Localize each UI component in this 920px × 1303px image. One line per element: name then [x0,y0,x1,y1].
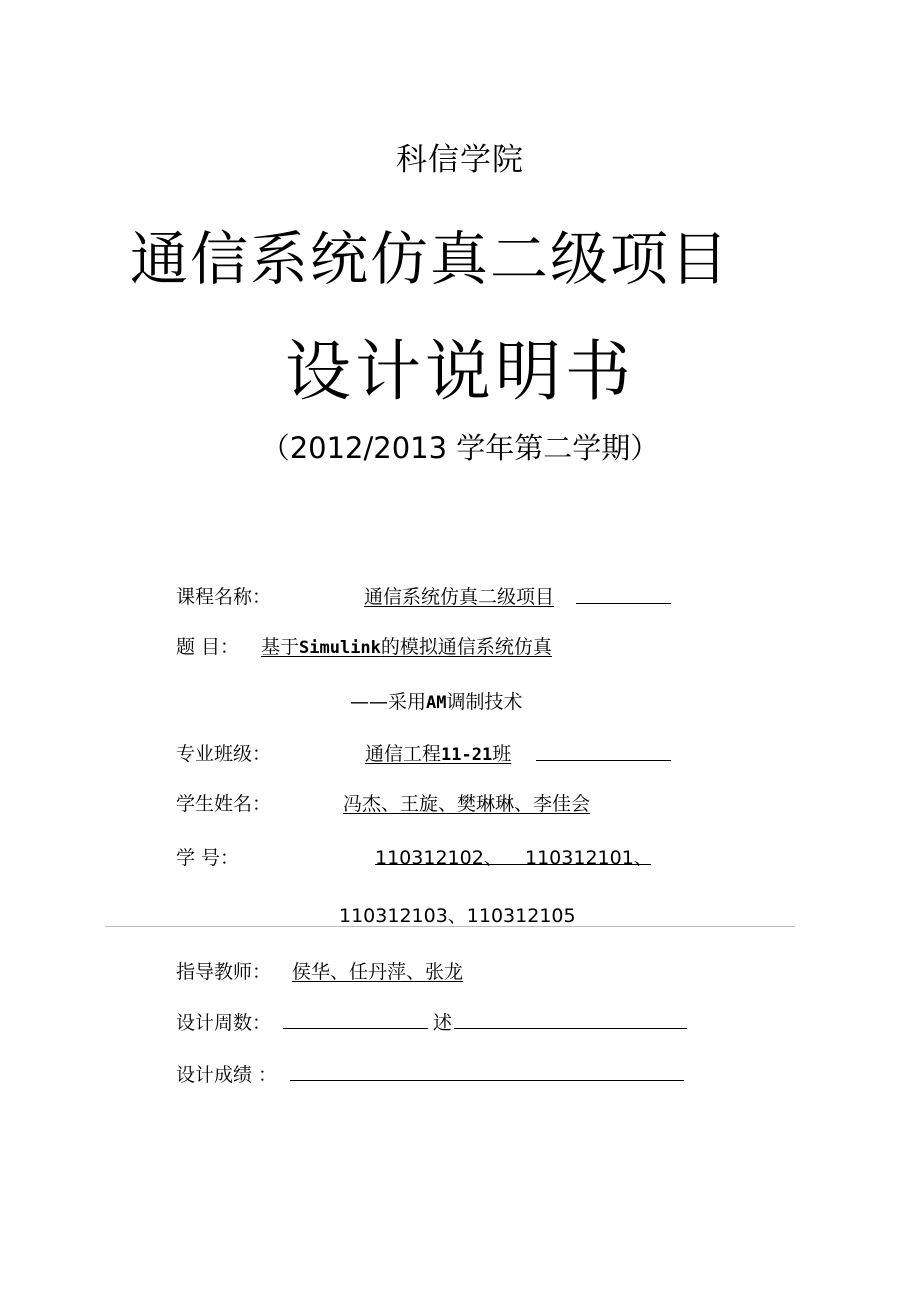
major-code: 11-21 [441,745,493,765]
weeks-blank-1 [283,1028,428,1029]
students-value: 冯杰、王旋、樊琳琳、李佳会 [343,793,591,815]
college-name: 科信学院 [396,142,524,178]
grade-label: 设计成绩 ： [176,1064,278,1086]
project-title: 通信系统仿真二级项目 [130,225,731,293]
topic-prefix: 基于 [261,636,300,658]
major-value [365,739,511,766]
course-underline [576,603,671,604]
subtitle-tool: AM [426,693,447,713]
id-value-a: 110312102、 [375,847,503,869]
grade-blank [290,1080,684,1081]
weeks-label: 设计周数： [176,1012,272,1034]
term-label: （2012/2013 学年第二学期） [260,431,660,465]
subtitle-prefix: ——采用 [350,691,427,713]
major-prefix: 通信工程 [365,743,442,765]
document-title: 设计说明书 [285,333,635,410]
topic-label: 题 目： [176,636,240,658]
weeks-blank-2 [454,1028,687,1029]
weeks-mid: 述 [433,1012,453,1034]
id-underline [375,864,651,865]
advisor-value: 侯华、任丹萍、张龙 [292,961,464,983]
subtitle-suffix: 调制技术 [446,691,523,713]
major-suffix: 班 [492,743,512,765]
id-value-line2: 110312103、110312105 [339,905,576,927]
id-label: 学 号： [176,847,240,869]
course-label: 课程名称： [176,586,272,608]
course-value: 通信系统仿真二级项目 [364,586,555,608]
advisor-label: 指导教师： [176,961,272,983]
page-divider [105,926,795,927]
topic-suffix: 的模拟通信系统仿真 [380,636,552,658]
students-label: 学生姓名： [176,793,272,815]
id-value-b: 110312101、 [525,847,653,869]
topic-subtitle [350,687,523,714]
topic-tool: Simulink [299,638,381,658]
major-underline [536,760,671,761]
topic-value [261,632,552,659]
major-label: 专业班级： [176,743,272,765]
